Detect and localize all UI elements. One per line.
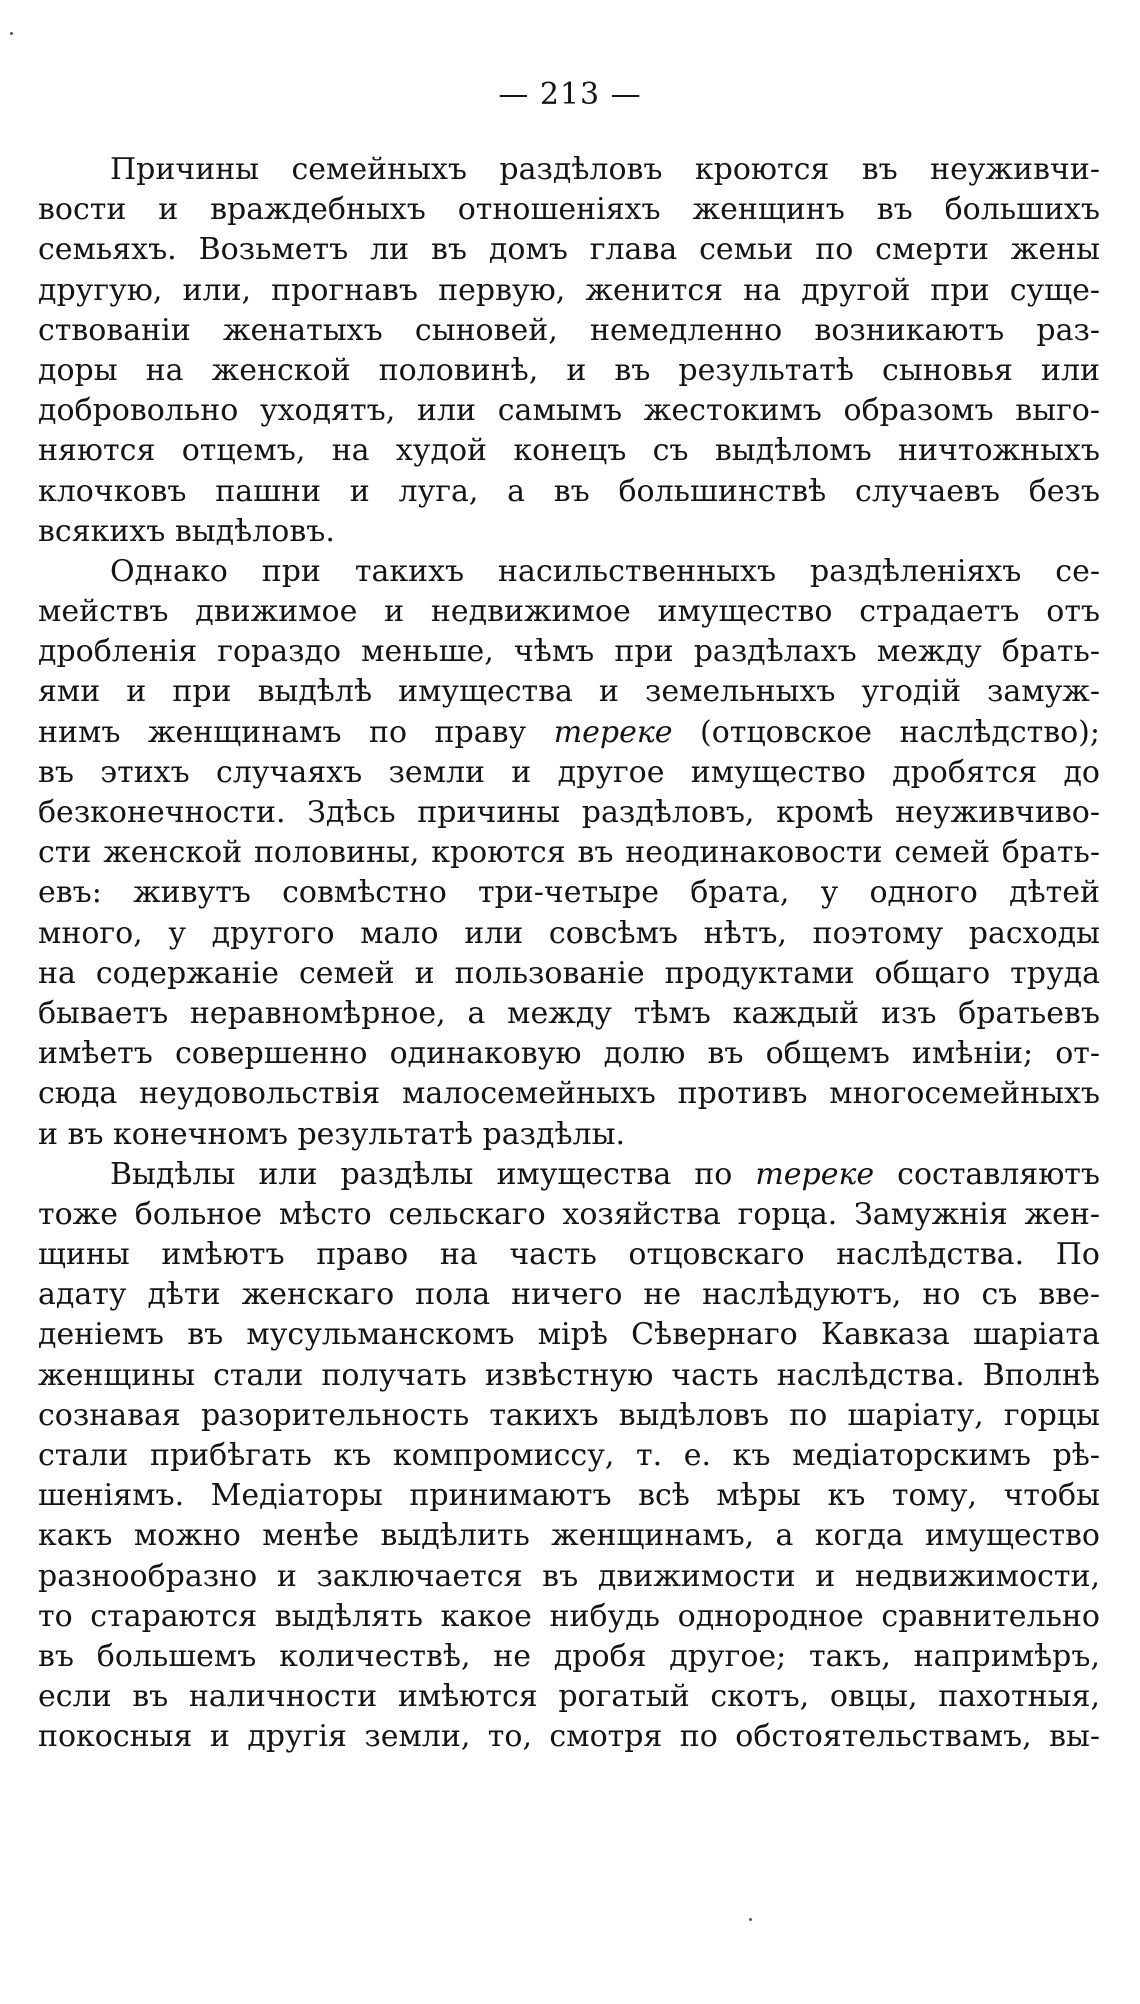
text-line: вости и враждебныхъ отношеніяхъ женщинъ въ большихъ [38,192,1100,228]
paragraph-3 [38,1155,1100,1758]
text-line: няются отцемъ, на худой конецъ съ выдѣломъ ничтожныхъ [38,433,1100,469]
text-line: другую, или, прогнавъ первую, женится на другой при суще- [38,272,1100,308]
text-line: въ этихъ случаяхъ земли и другое имущество дробятся до [38,754,1100,790]
text-fragment: (отцовское наслѣдство); [700,714,1100,750]
page-number: — 213 — [498,77,642,112]
text-line: въ большемъ количествѣ, не дробя другое; такъ, напримѣръ, [38,1638,1100,1674]
text-line: доры на женской половинѣ, и въ результатѣ сыновья или [38,352,1100,388]
paragraph-1 [38,150,1100,552]
text-line: сюда неудовольствія малосемейныхъ противъ многосемейныхъ [38,1076,1100,1112]
text-line: ями и при выдѣлѣ имущества и земельныхъ угодій замуж- [38,674,1100,710]
text-line: шеніямъ. Медіаторы принимаютъ всѣ мѣры къ тому, чтобы [38,1478,1100,1514]
text-line: бываетъ неравномѣрное, а между тѣмъ каждый изъ братьевъ [38,995,1100,1031]
text-line: сти женской половины, кроются въ неодинаковости семей брать- [38,835,1100,871]
text-line: разнообразно и заключается въ движимости и недвижимости, [38,1558,1100,1594]
text-line: деніемъ въ мусульманскомъ мірѣ Сѣвернаго Кавказа шаріата [38,1317,1100,1353]
text-line-with-emphasis [38,1155,1100,1195]
text-line: адату дѣти женскаго пола ничего не наслѣдуютъ, но съ вве- [38,1277,1100,1313]
text-fragment: нимъ женщинамъ по праву [38,714,527,750]
text-line: то стараются выдѣлять какое нибудь однородное сравнительно [38,1598,1100,1634]
text-line: Однако при такихъ насильственныхъ раздѣленіяхъ се- [110,553,1100,589]
text-line: дробленія гораздо меньше, чѣмъ при раздѣлахъ между брать- [38,634,1100,670]
text-line: ствованіи женатыхъ сыновей, немедленно возникаютъ раз- [38,312,1100,348]
text-line: стали прибѣгать къ компромиссу, т. е. къ медіаторскимъ рѣ- [38,1438,1100,1473]
text-line: тоже больное мѣсто сельскаго хозяйства горца. Замужнія жен- [38,1196,1100,1232]
text-line: семьяхъ. Возьметъ ли въ домъ глава семьи по смерти жены [38,232,1100,268]
text-line: всякихъ выдѣловъ. [38,513,335,549]
text-line: клочковъ пашни и луга, а въ большинствѣ случаевъ безъ [38,473,1100,509]
text-fragment: Выдѣлы или раздѣлы имущества по [110,1156,733,1192]
text-line: женщины стали получать извѣстную часть наслѣдства. Вполнѣ [38,1357,1100,1393]
text-line: добровольно уходятъ, или самымъ жестокимъ образомъ выго- [38,393,1100,429]
text-line: щины имѣютъ право на часть отцовскаго наслѣдства. По [38,1237,1100,1273]
text-line: много, у другого мало или совсѣмъ нѣтъ, поэтому расходы [38,915,1100,951]
paragraph-2 [38,552,1100,1155]
text-line: сознавая разорительность такихъ выдѣловъ по шаріату, горцы [38,1397,1100,1433]
scan-speck [749,1918,752,1921]
emphasis-term: тереке [553,714,673,750]
scan-speck [10,32,13,35]
text-line: и въ конечномъ результатѣ раздѣлы. [38,1116,626,1152]
text-fragment: составляютъ [897,1156,1100,1192]
text-line: имѣетъ совершенно одинаковую долю въ общемъ имѣніи; от- [38,1036,1100,1072]
body-text [38,150,1100,1758]
text-line: безконечности. Здѣсь причины раздѣловъ, кромѣ неуживчиво- [38,795,1100,830]
text-line: на содержаніе семей и пользованіе продуктами общаго труда [38,955,1100,991]
emphasis-term: тереке [755,1156,875,1192]
text-line: евъ: живутъ совмѣстно три-четыре брата, у одного дѣтей [38,875,1100,911]
text-line: мействъ движимое и недвижимое имущество страдаетъ отъ [38,594,1100,630]
text-line: если въ наличности имѣются рогатый скотъ, овцы, пахотныя, [38,1679,1100,1715]
text-line: Причины семейныхъ раздѣловъ кроются въ неуживчи- [110,152,1100,187]
text-line-with-emphasis [38,713,1100,753]
text-line: какъ можно менѣе выдѣлить женщинамъ, а когда имущество [38,1518,1100,1554]
text-line: покосныя и другія земли, то, смотря по обстоятельствамъ, вы- [38,1719,1100,1755]
